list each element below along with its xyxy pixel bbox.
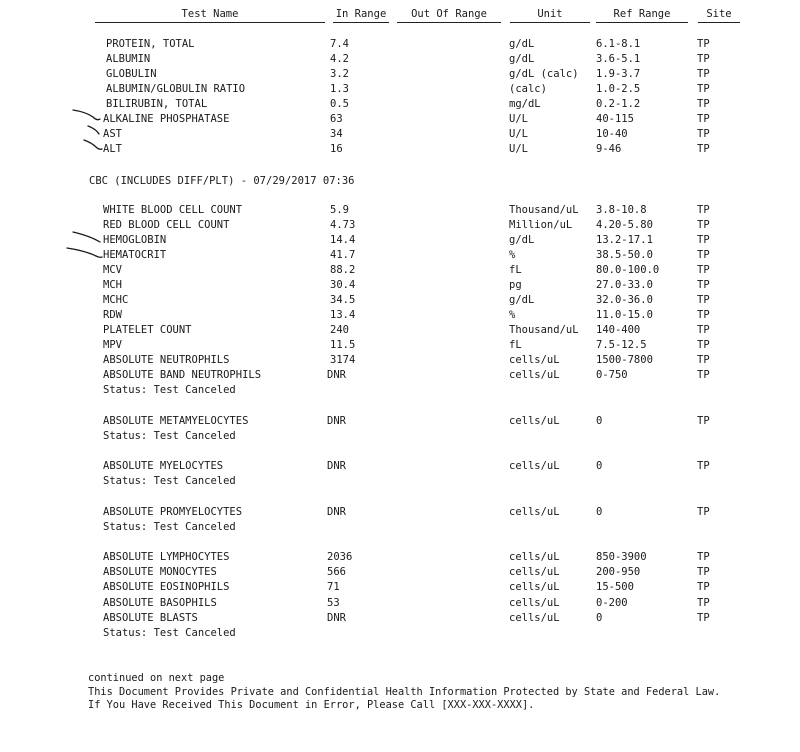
site: TP xyxy=(697,68,710,80)
test-name: ABSOLUTE EOSINOPHILS xyxy=(103,581,230,593)
in-range-value: DNR xyxy=(327,460,346,472)
in-range-value: 30.4 xyxy=(330,279,356,291)
unit: cells/uL xyxy=(509,566,560,578)
ref-range: 850-3900 xyxy=(596,551,647,563)
ref-range: 1.0-2.5 xyxy=(596,83,641,95)
site: TP xyxy=(697,415,710,427)
header-unit: Unit xyxy=(537,8,563,20)
site: TP xyxy=(697,294,710,306)
table-row xyxy=(0,354,800,369)
in-range-value: DNR xyxy=(327,612,346,624)
test-name: GLOBULIN xyxy=(106,68,157,80)
test-name: ABSOLUTE LYMPHOCYTES xyxy=(103,551,230,563)
unit: cells/uL xyxy=(509,581,560,593)
site: TP xyxy=(697,113,710,125)
unit: U/L xyxy=(509,113,528,125)
test-name: ABSOLUTE NEUTROPHILS xyxy=(103,354,230,366)
unit: Million/uL xyxy=(509,219,573,231)
in-range-value: 88.2 xyxy=(330,264,356,276)
table-row xyxy=(0,415,800,430)
unit: cells/uL xyxy=(509,415,560,427)
in-range-value: 3174 xyxy=(330,354,356,366)
in-range-value: 2036 xyxy=(327,551,353,563)
table-row xyxy=(0,460,800,475)
ref-range: 9-46 xyxy=(596,143,622,155)
site: TP xyxy=(697,460,710,472)
in-range-value: 53 xyxy=(327,597,340,609)
header-in-range: In Range xyxy=(335,8,387,20)
table-row xyxy=(0,324,800,339)
ref-range: 1500-7800 xyxy=(596,354,653,366)
unit: cells/uL xyxy=(509,612,560,624)
unit: Thousand/uL xyxy=(509,324,579,336)
test-name: PROTEIN, TOTAL xyxy=(106,38,195,50)
test-name: AST xyxy=(103,128,122,140)
ref-range: 1.9-3.7 xyxy=(596,68,641,80)
table-row xyxy=(0,339,800,354)
unit: fL xyxy=(509,339,522,351)
in-range-value: 11.5 xyxy=(330,339,356,351)
site: TP xyxy=(697,143,710,155)
site: TP xyxy=(697,204,710,216)
test-name: MPV xyxy=(103,339,122,351)
table-row xyxy=(0,506,800,521)
ref-range: 0-750 xyxy=(596,369,628,381)
ref-range: 80.0-100.0 xyxy=(596,264,660,276)
test-name: ABSOLUTE MONOCYTES xyxy=(103,566,217,578)
table-row xyxy=(0,204,800,219)
test-name: ALKALINE PHOSPHATASE xyxy=(103,113,230,125)
in-range-value: 34.5 xyxy=(330,294,356,306)
ref-range: 3.6-5.1 xyxy=(596,53,641,65)
ref-range: 27.0-33.0 xyxy=(596,279,653,291)
table-row xyxy=(0,581,800,596)
ref-range: 0 xyxy=(596,460,603,472)
test-name: MCV xyxy=(103,264,122,276)
site: TP xyxy=(697,38,710,50)
cbc-section-header: CBC (INCLUDES DIFF/PLT) - 07/29/2017 07:36 xyxy=(89,175,355,187)
header-site: Site xyxy=(706,8,732,20)
table-row xyxy=(0,143,800,158)
continued-note: continued on next page xyxy=(88,672,225,684)
ref-range: 40-115 xyxy=(596,113,634,125)
table-row xyxy=(0,249,800,264)
unit: U/L xyxy=(509,143,528,155)
unit: Thousand/uL xyxy=(509,204,579,216)
table-row xyxy=(0,219,800,234)
test-status: Status: Test Canceled xyxy=(103,627,236,639)
header-test-name: Test Name xyxy=(181,8,239,20)
test-status: Status: Test Canceled xyxy=(103,521,236,533)
ref-range: 13.2-17.1 xyxy=(596,234,653,246)
table-row xyxy=(0,83,800,98)
unit: cells/uL xyxy=(509,551,560,563)
test-name: MCH xyxy=(103,279,122,291)
site: TP xyxy=(697,83,710,95)
error-notice: If You Have Received This Document in Error, Please Call [XXX-XXX-XXXX]. xyxy=(88,699,535,711)
site: TP xyxy=(697,98,710,110)
ref-range: 4.20-5.80 xyxy=(596,219,653,231)
site: TP xyxy=(697,309,710,321)
in-range-value: 16 xyxy=(330,143,343,155)
unit: g/dL xyxy=(509,234,535,246)
in-range-value: 240 xyxy=(330,324,349,336)
site: TP xyxy=(697,53,710,65)
ref-range: 0 xyxy=(596,506,603,518)
table-row xyxy=(0,38,800,53)
test-name: RDW xyxy=(103,309,122,321)
site: TP xyxy=(697,249,710,261)
ref-range: 0 xyxy=(596,612,603,624)
test-name: ALT xyxy=(103,143,122,155)
test-name: ABSOLUTE BLASTS xyxy=(103,612,198,624)
in-range-value: 63 xyxy=(330,113,343,125)
site: TP xyxy=(697,566,710,578)
table-row xyxy=(0,369,800,384)
header-divider xyxy=(333,22,389,23)
test-name: BILIRUBIN, TOTAL xyxy=(106,98,208,110)
test-name: PLATELET COUNT xyxy=(103,324,192,336)
ref-range: 11.0-15.0 xyxy=(596,309,653,321)
ref-range: 0.2-1.2 xyxy=(596,98,641,110)
table-row xyxy=(0,68,800,83)
in-range-value: DNR xyxy=(327,415,346,427)
site: TP xyxy=(697,597,710,609)
site: TP xyxy=(697,339,710,351)
table-row xyxy=(0,113,800,128)
ref-range: 7.5-12.5 xyxy=(596,339,647,351)
unit: g/dL (calc) xyxy=(509,68,579,80)
in-range-value: 71 xyxy=(327,581,340,593)
in-range-value: 34 xyxy=(330,128,343,140)
test-name: ABSOLUTE BASOPHILS xyxy=(103,597,217,609)
ref-range: 140-400 xyxy=(596,324,641,336)
unit: cells/uL xyxy=(509,369,560,381)
site: TP xyxy=(697,219,710,231)
in-range-value: 13.4 xyxy=(330,309,356,321)
in-range-value: 4.73 xyxy=(330,219,356,231)
header-divider xyxy=(698,22,740,23)
ref-range: 32.0-36.0 xyxy=(596,294,653,306)
in-range-value: 1.3 xyxy=(330,83,349,95)
in-range-value: 7.4 xyxy=(330,38,349,50)
unit: g/dL xyxy=(509,294,535,306)
test-name: WHITE BLOOD CELL COUNT xyxy=(103,204,243,216)
in-range-value: DNR xyxy=(327,369,346,381)
in-range-value: 3.2 xyxy=(330,68,349,80)
ref-range: 6.1-8.1 xyxy=(596,38,641,50)
unit: g/dL xyxy=(509,38,535,50)
unit: cells/uL xyxy=(509,460,560,472)
test-name: ALBUMIN xyxy=(106,53,151,65)
header-out-of-range: Out Of Range xyxy=(411,8,487,20)
in-range-value: 566 xyxy=(327,566,346,578)
ref-range: 3.8-10.8 xyxy=(596,204,647,216)
ref-range: 0-200 xyxy=(596,597,628,609)
in-range-value: 4.2 xyxy=(330,53,349,65)
unit: cells/uL xyxy=(509,506,560,518)
site: TP xyxy=(697,506,710,518)
ref-range: 10-40 xyxy=(596,128,628,140)
unit: pg xyxy=(509,279,522,291)
test-name: ABSOLUTE MYELOCYTES xyxy=(103,460,224,472)
header-ref-range: Ref Range xyxy=(613,8,671,20)
table-row xyxy=(0,612,800,627)
test-name: ALBUMIN/GLOBULIN RATIO xyxy=(106,83,246,95)
unit: cells/uL xyxy=(509,597,560,609)
table-row xyxy=(0,566,800,581)
unit: % xyxy=(509,249,516,261)
test-status: Status: Test Canceled xyxy=(103,430,236,442)
in-range-value: 0.5 xyxy=(330,98,349,110)
table-row xyxy=(0,279,800,294)
unit: mg/dL xyxy=(509,98,541,110)
test-name: ABSOLUTE BAND NEUTROPHILS xyxy=(103,369,262,381)
unit: g/dL xyxy=(509,53,535,65)
unit: % xyxy=(509,309,516,321)
unit: cells/uL xyxy=(509,354,560,366)
table-row xyxy=(0,264,800,279)
header-divider xyxy=(397,22,501,23)
unit: U/L xyxy=(509,128,528,140)
site: TP xyxy=(697,234,710,246)
header-divider xyxy=(510,22,590,23)
site: TP xyxy=(697,324,710,336)
table-row xyxy=(0,309,800,324)
table-row xyxy=(0,98,800,113)
test-name: MCHC xyxy=(103,294,129,306)
site: TP xyxy=(697,551,710,563)
site: TP xyxy=(697,369,710,381)
table-row xyxy=(0,53,800,68)
test-name: ABSOLUTE PROMYELOCYTES xyxy=(103,506,243,518)
site: TP xyxy=(697,354,710,366)
ref-range: 200-950 xyxy=(596,566,641,578)
ref-range: 38.5-50.0 xyxy=(596,249,653,261)
confidentiality-notice: This Document Provides Private and Confidential Health Information Protected by State and Federal Law. xyxy=(88,686,721,698)
site: TP xyxy=(697,128,710,140)
table-row xyxy=(0,294,800,309)
test-status: Status: Test Canceled xyxy=(103,384,236,396)
unit: (calc) xyxy=(509,83,547,95)
site: TP xyxy=(697,279,710,291)
table-row xyxy=(0,551,800,566)
table-row xyxy=(0,128,800,143)
ref-range: 15-500 xyxy=(596,581,634,593)
header-divider xyxy=(95,22,325,23)
table-row xyxy=(0,597,800,612)
test-name: HEMATOCRIT xyxy=(103,249,167,261)
site: TP xyxy=(697,264,710,276)
test-name: ABSOLUTE METAMYELOCYTES xyxy=(103,415,249,427)
site: TP xyxy=(697,581,710,593)
test-name: HEMOGLOBIN xyxy=(103,234,167,246)
in-range-value: DNR xyxy=(327,506,346,518)
test-name: RED BLOOD CELL COUNT xyxy=(103,219,230,231)
ref-range: 0 xyxy=(596,415,603,427)
test-status: Status: Test Canceled xyxy=(103,475,236,487)
header-divider xyxy=(596,22,688,23)
in-range-value: 14.4 xyxy=(330,234,356,246)
table-row xyxy=(0,234,800,249)
unit: fL xyxy=(509,264,522,276)
site: TP xyxy=(697,612,710,624)
in-range-value: 41.7 xyxy=(330,249,356,261)
in-range-value: 5.9 xyxy=(330,204,349,216)
